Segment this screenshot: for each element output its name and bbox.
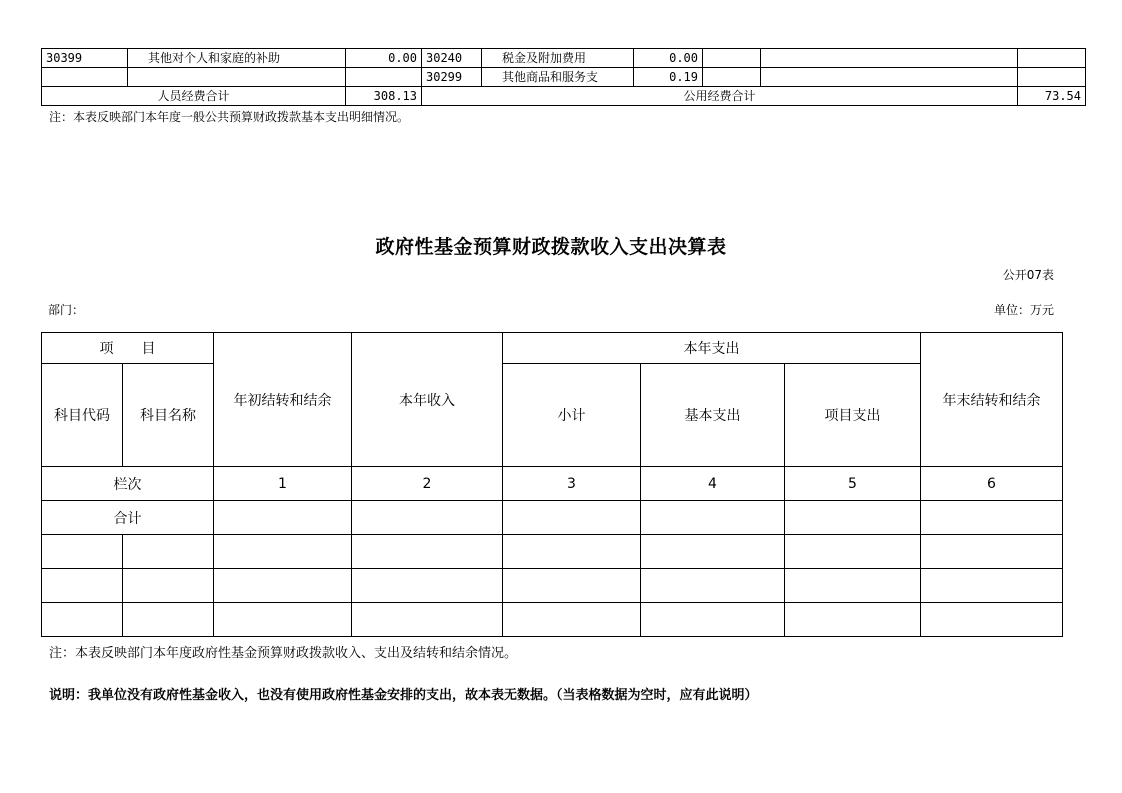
cell-empty [1018,68,1086,87]
explanation-text: 说明：我单位没有政府性基金收入，也没有使用政府性基金安排的支出，故本表无数据。（当表格数据为空时，应有此说明） [49,688,758,703]
cell-empty [123,535,214,569]
row-index-label: 栏次 [42,467,214,501]
cell-empty [641,569,785,603]
header-row [42,333,1063,364]
header-income: 本年收入 [352,333,503,467]
header-name: 科目名称 [123,364,214,467]
cell-code: 30299 [422,68,482,87]
cell-empty [703,68,761,87]
col-index: 5 [785,467,921,501]
header-basic: 基本支出 [641,364,785,467]
cell-empty [785,569,921,603]
col-index: 2 [352,467,503,501]
note-government-fund: 注：本表反映部门本年度政府性基金预算财政拨款收入、支出及结转和结余情况。 [49,646,518,661]
total-row [42,501,1063,535]
cell-empty [641,535,785,569]
cell-empty [352,501,503,535]
table-row [42,535,1063,569]
cell-empty [42,569,123,603]
totals-row [42,87,1086,106]
cell-empty [352,603,503,637]
cell-empty [641,501,785,535]
table-row [42,68,1086,87]
government-fund-table [41,332,1063,637]
cell-amount [346,68,422,87]
cell-code [42,68,128,87]
cell-empty [123,569,214,603]
cell-name: 税金及附加费用 [482,49,634,68]
cell-code: 30399 [42,49,128,68]
header-subtotal: 小计 [503,364,641,467]
header-end-balance: 年末结转和结余 [921,333,1063,467]
cell-empty [503,535,641,569]
cell-empty [761,68,1018,87]
cell-name: 其他对个人和家庭的补助 [128,49,346,68]
cell-empty [123,603,214,637]
header-item: 项 目 [42,333,214,364]
cell-empty [42,535,123,569]
header-code: 科目代码 [42,364,123,467]
unit-label: 单位：万元 [993,303,1054,317]
cell-name [128,68,346,87]
cell-empty [42,603,123,637]
cell-empty [641,603,785,637]
cell-empty [352,569,503,603]
page-title: 政府性基金预算财政拨款收入支出决算表 [375,236,727,258]
column-index-row [42,467,1063,501]
header-begin-balance: 年初结转和结余 [214,333,352,467]
public-total-label: 公用经费合计 [422,87,1018,106]
note-general-budget: 注：本表反映部门本年度一般公共预算财政拨款基本支出明细情况。 [49,110,410,124]
cell-empty [921,535,1063,569]
col-index: 1 [214,467,352,501]
cell-empty [785,535,921,569]
cell-amount: 0.00 [346,49,422,68]
cell-empty [214,501,352,535]
header-project: 项目支出 [785,364,921,467]
cell-amount: 0.19 [634,68,703,87]
cell-empty [214,535,352,569]
cell-empty [703,49,761,68]
cell-empty [785,501,921,535]
table-row [42,569,1063,603]
col-index: 3 [503,467,641,501]
cell-empty [214,569,352,603]
cell-empty [785,603,921,637]
header-row [42,364,1063,467]
cell-empty [503,569,641,603]
expense-detail-table-continued [41,48,1086,106]
personnel-total-label: 人员经费合计 [42,87,346,106]
form-number: 公开07表 [1002,268,1054,282]
cell-name: 其他商品和服务支 [482,68,634,87]
row-total-label: 合计 [42,501,214,535]
cell-empty [921,501,1063,535]
personnel-total-value: 308.13 [346,87,422,106]
public-total-value: 73.54 [1018,87,1086,106]
cell-empty [503,501,641,535]
header-current-expense: 本年支出 [503,333,921,364]
cell-code: 30240 [422,49,482,68]
cell-empty [214,603,352,637]
col-index: 4 [641,467,785,501]
col-index: 6 [921,467,1063,501]
cell-empty [352,535,503,569]
cell-empty [503,603,641,637]
cell-empty [1018,49,1086,68]
table-row [42,49,1086,68]
department-label: 部门： [48,303,85,317]
cell-amount: 0.00 [634,49,703,68]
cell-empty [761,49,1018,68]
cell-empty [921,603,1063,637]
table-row [42,603,1063,637]
cell-empty [921,569,1063,603]
